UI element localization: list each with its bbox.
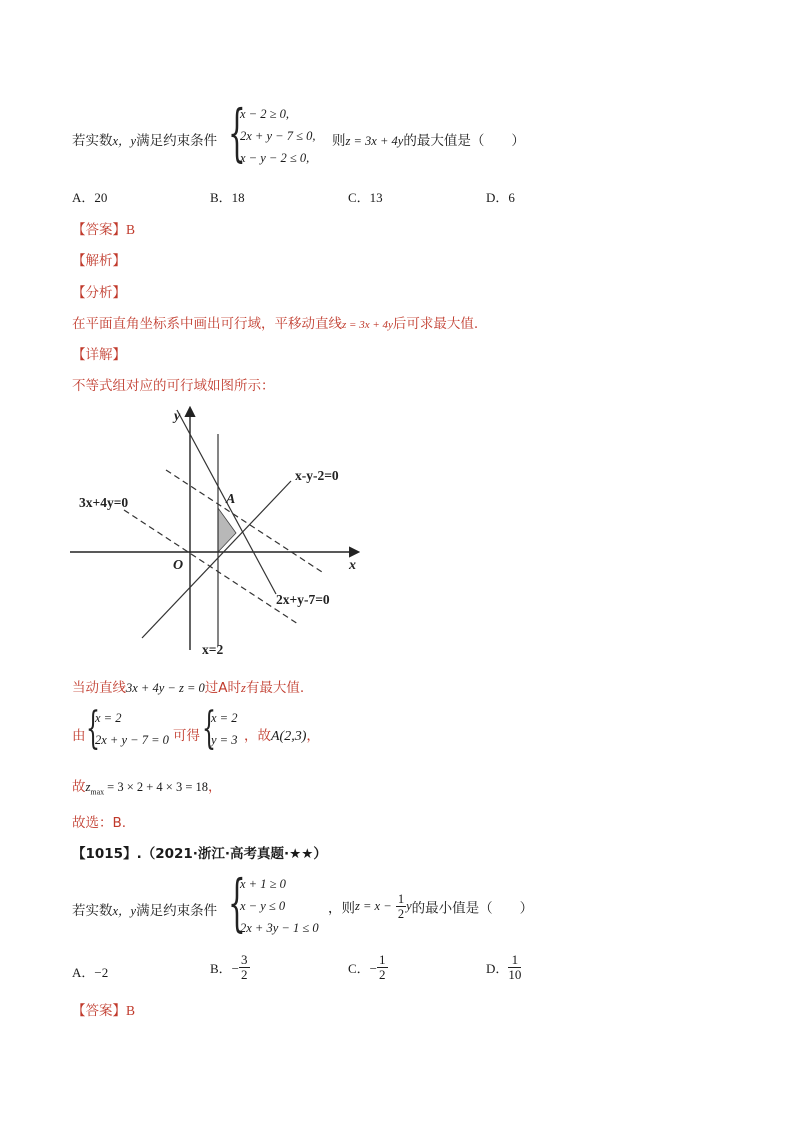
sol1-zmax-eq: = 3 × 2 + 4 × 3 = 18 xyxy=(107,780,209,794)
sol1-zmax-pre: 故 xyxy=(72,779,86,795)
q2-obj-pre: z = x − xyxy=(355,899,392,913)
sol1-sys2-eq2: y = 3 xyxy=(211,733,238,747)
sol1-line-pre: 当动直线 xyxy=(72,680,126,696)
label-3x-plus-4y: 3x+4y=0 xyxy=(79,495,129,510)
sol2-answer xyxy=(72,999,135,1019)
q1-constraint-2: 2x + y − 7 ≤ 0, xyxy=(240,129,316,143)
q2-option-d-den: 10 xyxy=(508,967,522,982)
q2-stem-tail: 的最小值是（ ） xyxy=(411,900,534,917)
q1-stem-pre: 若实数 xyxy=(72,133,113,149)
line-3x-plus-4y-dashed xyxy=(124,510,298,624)
q2-option-d-num: 1 xyxy=(508,953,521,968)
q2-obj-post: y xyxy=(406,899,412,913)
sol1-comma: ， xyxy=(306,728,320,744)
q1-stem-mid: 满足约束条件 xyxy=(136,133,218,149)
line-x-minus-y-minus-2 xyxy=(142,481,291,638)
q2-option-b-den: 2 xyxy=(241,967,248,982)
q1-then: 则 xyxy=(332,133,346,149)
sol1-gu-A: ，故 xyxy=(244,728,271,744)
q1-stem xyxy=(72,129,217,149)
q1-brace: { xyxy=(228,96,246,169)
point-A-label: A xyxy=(226,492,236,507)
sol1-zmax-sub: max xyxy=(90,787,105,797)
sol2-answer-label: 【答案】 xyxy=(72,1003,126,1019)
q2-brace: { xyxy=(228,866,246,939)
q1-objective-line xyxy=(332,129,525,149)
q1-stem-vars: x，y xyxy=(112,134,137,148)
q2-option-d-pre: D． xyxy=(486,961,509,976)
sol1-zmax-var: z xyxy=(85,780,91,794)
sol1-detail-label: 【详解】 xyxy=(72,347,126,363)
sol1-fenxi-line xyxy=(72,312,478,332)
q2-option-c[interactable] xyxy=(348,953,388,982)
q2-obj-num: 1 xyxy=(397,892,405,906)
feasible-region-figure xyxy=(66,402,366,664)
q2-stem-pre: 若实数 xyxy=(72,903,113,919)
q2-obj-fraction xyxy=(396,892,406,921)
sol1-fenxi-pre: 在平面直角坐标系中画出可行域，平移动直线 xyxy=(72,316,342,332)
q2-option-d[interactable] xyxy=(486,953,521,982)
q1-option-c[interactable]: C．13 xyxy=(348,190,383,205)
x-axis-label: x xyxy=(349,558,356,573)
sol1-sys1-eq2: 2x + y − 7 = 0 xyxy=(95,733,169,747)
sol1-point-line xyxy=(244,724,320,745)
sol1-sys2-eq1: x = 2 xyxy=(211,711,238,725)
sol1-analysis-label: 【解析】 xyxy=(72,253,126,269)
q2-option-b-num: 3 xyxy=(241,952,248,967)
sol1-line-z: z xyxy=(241,681,246,695)
sol1-line-statement xyxy=(72,676,304,696)
sol1-kede: 可得 xyxy=(173,728,200,744)
origin-label: O xyxy=(173,558,184,573)
sol1-sys1-brace: { xyxy=(86,703,100,754)
sol1-detail-text: 不等式组对应的可行域如图所示： xyxy=(72,378,275,394)
q1-option-a[interactable]: A．20 xyxy=(72,190,108,205)
sol1-sys2-brace: { xyxy=(202,703,216,754)
sol1-choice: 故选：B. xyxy=(72,815,127,831)
sol1-sys1-eq1: x = 2 xyxy=(95,711,122,725)
q2-header: 【1015】.（2021·浙江·高考真题·★★） xyxy=(72,846,327,862)
q2-option-a[interactable]: A．−2 xyxy=(72,965,109,980)
sol1-zmax-line xyxy=(72,775,222,797)
y-axis-label: y xyxy=(174,409,181,424)
q2-constraint-2: x − y ≤ 0 xyxy=(240,899,286,913)
q2-option-b[interactable] xyxy=(210,953,250,982)
label-2x-plus-y-minus-7: 2x+y-7=0 xyxy=(276,592,330,607)
sol1-zmax-post: ， xyxy=(208,779,222,795)
q2-option-c-fraction xyxy=(377,953,388,982)
q2-option-c-den: 2 xyxy=(379,967,386,982)
q2-then: ，则 xyxy=(328,900,355,917)
sol1-line-mid: 过A时 xyxy=(204,680,242,696)
q2-obj-den: 2 xyxy=(397,907,405,921)
q2-option-c-pre: C．− xyxy=(348,961,378,976)
q2-objective-line xyxy=(328,892,533,921)
sol1-answer-value: B xyxy=(126,222,136,237)
sol1-answer xyxy=(72,218,135,238)
q2-option-c-num: 1 xyxy=(379,952,386,967)
label-x-minus-y-minus-2: x-y-2=0 xyxy=(295,468,339,483)
q2-constraint-1: x + 1 ≥ 0 xyxy=(240,877,286,891)
sol1-you: 由 xyxy=(72,728,86,744)
q2-stem xyxy=(72,899,217,919)
sol1-point-A: A(2,3) xyxy=(271,729,307,744)
sol1-fenxi-label: 【分析】 xyxy=(72,285,126,301)
q1-constraint-1: x − 2 ≥ 0, xyxy=(240,107,289,121)
q2-constraint-3: 2x + 3y − 1 ≤ 0 xyxy=(240,921,319,935)
q2-stem-mid: 满足约束条件 xyxy=(136,903,218,919)
sol1-line-eq: 3x + 4y − z = 0 xyxy=(126,681,205,695)
label-x-equals-2: x=2 xyxy=(202,642,224,657)
q2-option-b-fraction xyxy=(239,953,250,982)
q2-option-b-pre: B．− xyxy=(210,961,240,976)
q1-stem-tail: 的最大值是（ ） xyxy=(403,133,525,149)
q1-option-d[interactable]: D．6 xyxy=(486,190,515,205)
sol1-answer-label: 【答案】 xyxy=(72,222,126,238)
q1-option-b[interactable]: B．18 xyxy=(210,190,245,205)
q1-constraint-3: x − y − 2 ≤ 0, xyxy=(240,151,310,165)
sol2-answer-value: B xyxy=(126,1003,136,1018)
q2-option-d-fraction xyxy=(508,953,521,982)
sol1-fenxi-eq: z = 3x + 4y xyxy=(342,319,393,331)
sol1-fenxi-post: 后可求最大值. xyxy=(392,316,479,332)
q1-objective: z = 3x + 4y xyxy=(345,134,404,148)
sol1-line-post: 有最大值. xyxy=(245,680,305,696)
q2-stem-vars: x，y xyxy=(112,904,137,918)
